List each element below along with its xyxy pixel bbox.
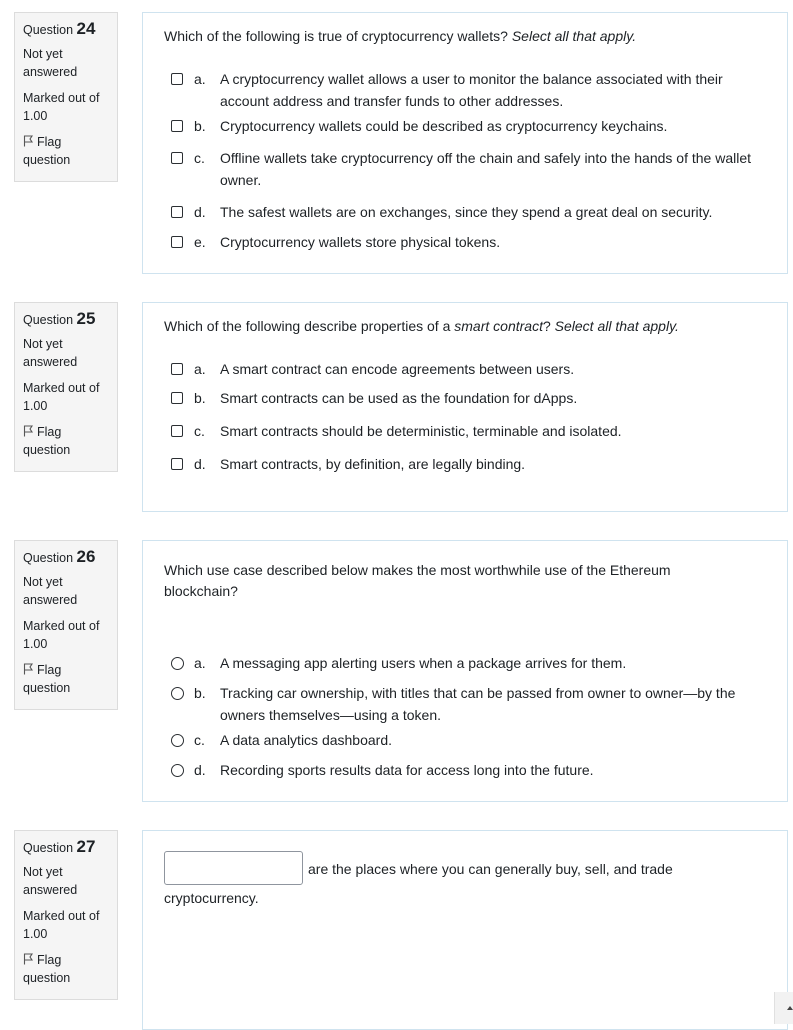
question-text: Which use case described below makes the most worthwhile use of the Ethereum blockchain? <box>164 562 671 599</box>
question-state: Not yet answered <box>23 337 78 369</box>
chevron-up-icon <box>787 1006 793 1010</box>
answer-checkbox[interactable] <box>171 152 183 164</box>
question-state: Not yet answered <box>23 47 78 79</box>
question-grade: Marked out of 1.00 <box>23 619 100 651</box>
question-state: Not yet answered <box>23 575 78 607</box>
flag-icon <box>23 425 34 437</box>
question-info-26 <box>14 540 118 710</box>
question-info-27 <box>14 830 118 1000</box>
question-content-25: Which of the following describe properties of a smart contract? Select all that apply. a. A smart contract can encode agreements between users. b. Smart contracts can be used as the foundation for dApps. c. Smart contracts should be deterministic, terminable and isolated. d. Smart contracts, by definition, are legally binding. <box>142 302 788 512</box>
answer-checkbox[interactable] <box>171 392 183 404</box>
flag-question-link[interactable]: Flag question <box>23 135 71 167</box>
question-content-26: Which use case described below makes the most worthwhile use of the Ethereum blockchain? a. A messaging app alerting users when a package arrives for them. b. Tracking car ownership, with titles that can be passed from owner to owner—by the owners themselves—using a token. c. A data analytics dashboard. d. Recording sports results data for access long into the future. <box>142 540 788 802</box>
answer-checkbox[interactable] <box>171 73 183 85</box>
flag-question-link[interactable]: Flag question <box>23 663 71 695</box>
question-text-continued: cryptocurrency. <box>164 890 259 906</box>
question-grade: Marked out of 1.00 <box>23 381 100 413</box>
flag-question-link[interactable]: Flag question <box>23 425 71 457</box>
question-text: are the places where you can generally buy, sell, and trade <box>308 861 673 877</box>
flag-icon <box>23 135 34 147</box>
question-text: Which of the following is true of cryptocurrency wallets? Select all that apply. <box>164 28 637 44</box>
answer-checkbox[interactable] <box>171 425 183 437</box>
answer-checkbox[interactable] <box>171 236 183 248</box>
scroll-corner[interactable] <box>774 992 793 1024</box>
answer-checkbox[interactable] <box>171 363 183 375</box>
question-text: Which of the following describe properties of a smart contract? Select all that apply. <box>164 318 679 334</box>
flag-icon <box>23 663 34 675</box>
flag-question-link[interactable]: Flag question <box>23 953 71 985</box>
question-info-24 <box>14 12 118 182</box>
answer-radio[interactable] <box>171 734 184 747</box>
answer-checkbox[interactable] <box>171 120 183 132</box>
question-state: Not yet answered <box>23 865 78 897</box>
question-grade: Marked out of 1.00 <box>23 91 100 123</box>
question-number: Question 25 <box>23 309 96 328</box>
question-number: Question 27 <box>23 837 96 856</box>
answer-radio[interactable] <box>171 764 184 777</box>
answer-radio[interactable] <box>171 657 184 670</box>
question-content-24: Which of the following is true of cryptocurrency wallets? Select all that apply. a. A cryptocurrency wallet allows a user to monitor the balance associated with their account address and transfer funds to other addresses. b. Cryptocurrency wallets could be described as cryptocurrency keychains. c. Offline wallets take cryptocurrency off the chain and safely into the hands of the wallet owner. d. The safest wallets are on exchanges, since they spend a great deal on security. e. Cryptocurrency wallets store physical tokens. <box>142 12 788 274</box>
question-content-27 <box>142 830 788 1030</box>
fill-blank-input[interactable] <box>164 851 303 885</box>
question-number: Question 26 <box>23 547 96 566</box>
question-number: Question 24 <box>23 19 96 38</box>
question-info-25 <box>14 302 118 472</box>
answer-checkbox[interactable] <box>171 206 183 218</box>
answer-checkbox[interactable] <box>171 458 183 470</box>
question-grade: Marked out of 1.00 <box>23 909 100 941</box>
flag-icon <box>23 953 34 965</box>
answer-radio[interactable] <box>171 687 184 700</box>
